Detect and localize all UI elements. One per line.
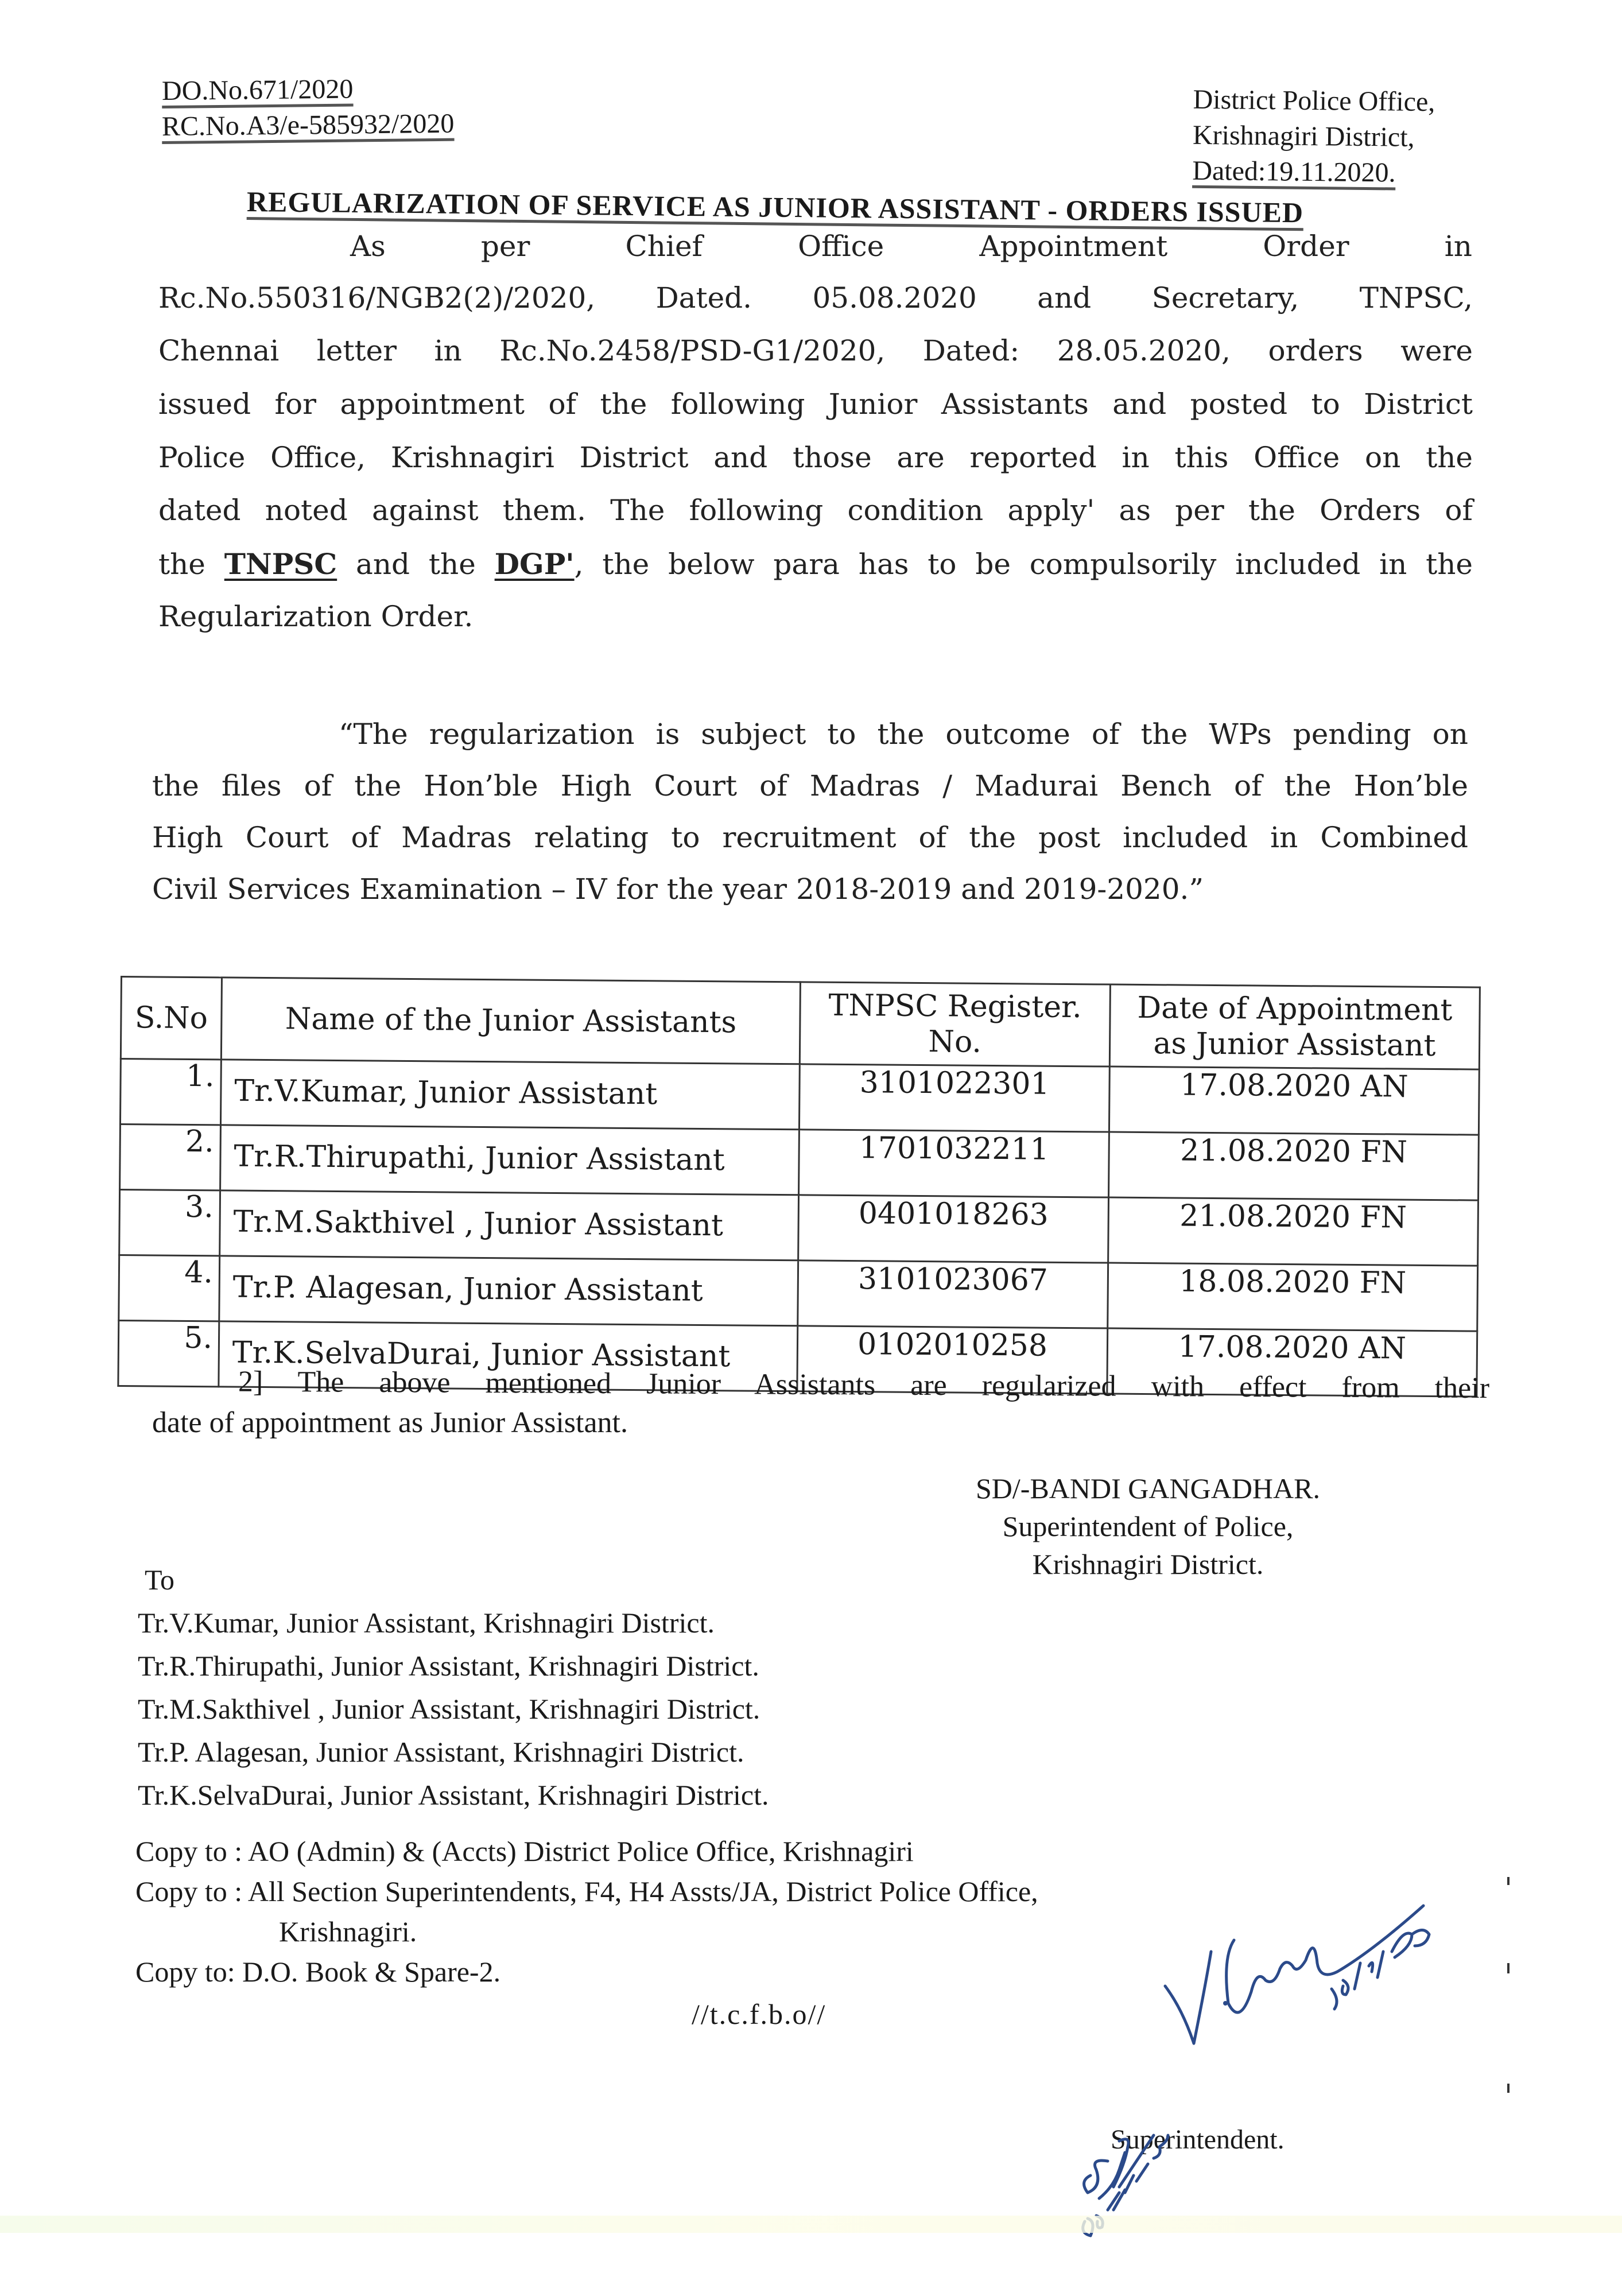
attestation-title: Superintendent. xyxy=(1111,2124,1285,2155)
scan-artifact-band xyxy=(0,2216,1622,2233)
paragraph-line: Chennai letter in Rc.No.2458/PSD-G1/2020, Dated: 28.05.2020, orders were xyxy=(158,334,1473,367)
to-label: To xyxy=(145,1564,175,1596)
table-row xyxy=(119,1255,1478,1331)
cell-date: 21.08.2020 FN xyxy=(1108,1197,1478,1266)
signatory-designation: Superintendent of Police, xyxy=(1002,1510,1294,1542)
cell-name: Tr.M.Sakthivel , Junior Assistant xyxy=(220,1190,799,1261)
table-header-row xyxy=(121,977,1480,1070)
cell-register-no: 3101022301 xyxy=(800,1064,1109,1132)
office-address xyxy=(1192,82,1435,191)
cell-register-no: 3101023067 xyxy=(798,1261,1108,1328)
signatory-name: SD/-BANDI GANGADHAR. xyxy=(976,1472,1320,1504)
quote-line: the files of the Hon’ble High Court of Madras / Madurai Bench of the Hon’ble xyxy=(152,769,1468,802)
rc-number: RC.No.A3/e-585932/2020 xyxy=(161,108,455,142)
quote-line: Civil Services Examination – IV for the year 2018-2019 and 2019-2020.” xyxy=(152,872,1204,906)
paragraph-line: Police Office, Krishnagiri District and those are reported in this Office on the xyxy=(158,441,1473,474)
cell-sno: 5. xyxy=(118,1320,219,1386)
table-row xyxy=(120,1124,1479,1201)
copy-to-list xyxy=(135,1831,1038,1992)
to-recipients xyxy=(138,1558,769,1817)
quote-line: “The regularization is subject to the outcome of the WPs pending on xyxy=(339,718,1468,751)
copy-to-line: Copy to : All Section Superintendents, F4, H4 Assts/JA, District Police Office, xyxy=(135,1875,1038,1907)
paragraph-line: Regularization Order. xyxy=(158,600,474,633)
cell-name: Tr.P. Alagesan, Junior Assistant xyxy=(219,1256,798,1326)
scan-edge-marks xyxy=(1507,1877,1510,2118)
recipient: Tr.M.Sakthivel , Junior Assistant, Krishnagiri District. xyxy=(138,1693,760,1725)
text-fragment: the xyxy=(158,548,205,581)
dated-line: Dated:19.11.2020. xyxy=(1192,155,1396,188)
copy-to-line-continued: Krishnagiri. xyxy=(279,1915,417,1948)
cell-sno: 1. xyxy=(120,1059,221,1125)
cell-sno: 3. xyxy=(119,1190,220,1256)
paragraph-line: issued for appointment of the following Junior Assistants and posted to District xyxy=(158,387,1473,421)
dgp-emphasis: DGP' xyxy=(494,547,575,581)
cell-date: 17.08.2020 AN xyxy=(1107,1328,1477,1397)
cell-register-no: 0401018263 xyxy=(798,1195,1108,1263)
recipient: Tr.R.Thirupathi, Junior Assistant, Krishnagiri District. xyxy=(138,1650,759,1682)
cell-register-no: 1701032211 xyxy=(799,1130,1109,1197)
signatory-block xyxy=(976,1469,1320,1583)
true-copy-mark: //t.c.f.b.o// xyxy=(692,1998,826,2030)
paragraph-line-emphasis xyxy=(158,547,1473,581)
header-date-of-appointment: Date of Appointment as Junior Assistant xyxy=(1109,984,1480,1069)
office-line: Krishnagiri District, xyxy=(1192,119,1415,153)
office-line: District Police Office, xyxy=(1193,84,1435,118)
recipient: Tr.V.Kumar, Junior Assistant, Krishnagiri District. xyxy=(138,1607,715,1639)
text-fragment: and the xyxy=(356,548,476,581)
document-title: REGULARIZATION OF SERVICE AS JUNIOR ASSISTANT - ORDERS ISSUED xyxy=(246,185,1304,229)
table-row xyxy=(119,1190,1479,1266)
cell-sno: 4. xyxy=(119,1255,220,1321)
cell-register-no: 0102010258 xyxy=(797,1326,1107,1394)
recipient: Tr.K.SelvaDurai, Junior Assistant, Krishnagiri District. xyxy=(138,1779,769,1811)
cell-name: Tr.V.Kumar, Junior Assistant xyxy=(220,1060,800,1130)
copy-to-line: Copy to : AO (Admin) & (Accts) District Police Office, Krishnagiri xyxy=(135,1835,914,1867)
reference-numbers xyxy=(162,73,454,145)
copy-to-line: Copy to: D.O. Book & Spare-2. xyxy=(135,1956,501,1988)
quote-line: High Court of Madras relating to recruitment of the post included in Combined xyxy=(152,821,1468,854)
cell-sno: 2. xyxy=(120,1124,221,1190)
recipient: Tr.P. Alagesan, Junior Assistant, Krishnagiri District. xyxy=(138,1736,744,1768)
cell-date: 21.08.2020 FN xyxy=(1108,1132,1479,1200)
paragraph-line: dated noted against them. The following condition apply' as per the Orders of xyxy=(158,494,1473,527)
paragraph-line: 2] The above mentioned Junior Assistants are regularized with effect from their xyxy=(238,1365,1490,1405)
cell-name: Tr.R.Thirupathi, Junior Assistant xyxy=(220,1125,800,1195)
table-row xyxy=(120,1059,1479,1135)
header-register-no: TNPSC Register. No. xyxy=(800,982,1111,1066)
header-name: Name of the Junior Assistants xyxy=(221,978,800,1064)
paragraph-regularized xyxy=(152,1366,1489,1442)
superintendent-signature-icon xyxy=(1142,1871,1464,2061)
do-number: DO.No.671/2020 xyxy=(161,73,354,106)
cell-date: 18.08.2020 FN xyxy=(1108,1263,1478,1331)
paragraph-line: Rc.No.550316/NGB2(2)/2020, Dated. 05.08.2020 and Secretary, TNPSC, xyxy=(158,281,1473,315)
paragraph-line: date of appointment as Junior Assistant. xyxy=(152,1406,628,1439)
cell-name: Tr.K.SelvaDurai, Junior Assistant xyxy=(219,1321,798,1391)
paragraph-line: As per Chief Office Appointment Order in xyxy=(350,230,1472,263)
cell-date: 17.08.2020 AN xyxy=(1109,1066,1479,1135)
junior-assistants-table xyxy=(117,976,1481,1398)
text-fragment: , the below para has to be compulsorily included in the xyxy=(574,548,1473,581)
signatory-district: Krishnagiri District. xyxy=(1032,1548,1264,1580)
tnpsc-emphasis: TNPSC xyxy=(224,547,337,581)
header-sno: S.No xyxy=(121,977,222,1060)
